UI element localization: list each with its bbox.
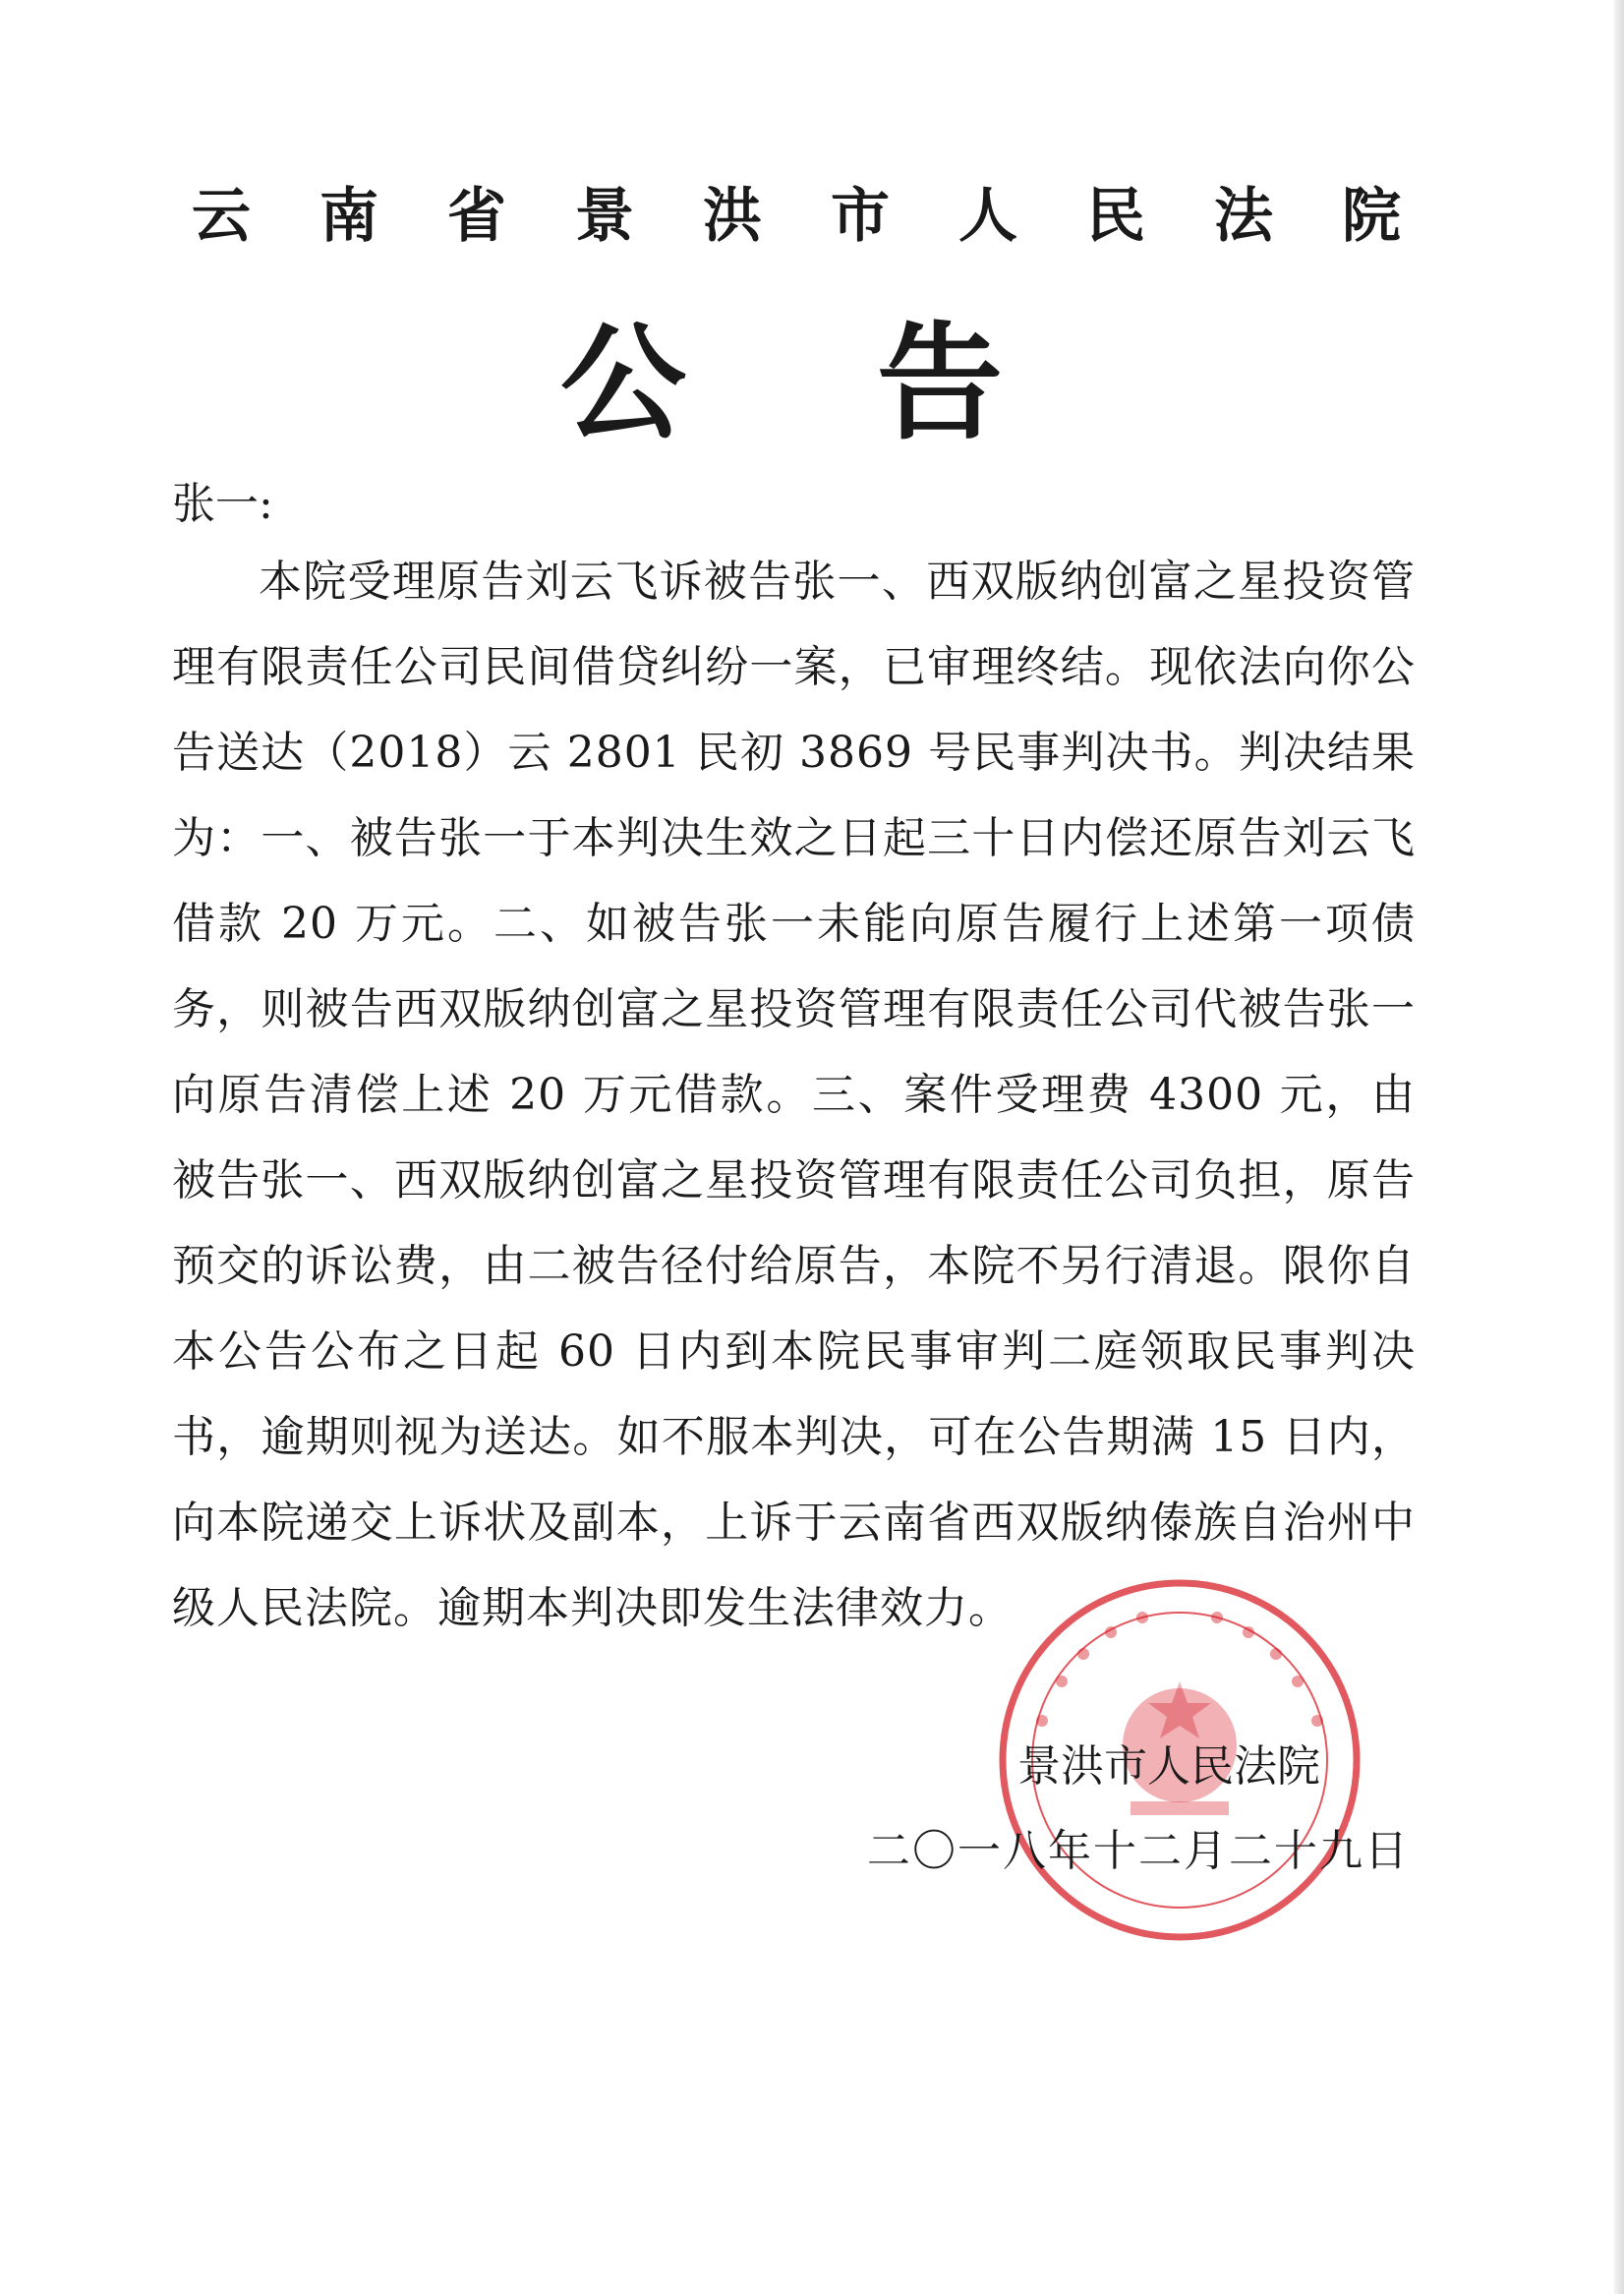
court-name-char: 省 <box>447 182 506 251</box>
salutation: 张一: <box>172 479 273 529</box>
court-name-char: 云 <box>192 182 251 251</box>
court-name-char: 人 <box>958 182 1017 251</box>
notice-body: 本院受理原告刘云飞诉被告张一、西双版纳创富之星投资管理有限责任公司民间借贷纠纷一案，已审理终结。现依法向你公告送达（2018）云 2801 民初 3869 号民事判决书。判决结果为：一、被告张一于本判决生效之日起三十日内偿还原告刘云飞借款 20 万元。二、如被告张一未能向原告履行上述第一项债务，则被告西双版纳创富之星投资管理有限责任公司代被告张一向原告清偿上述 20 万元借款。三、案件受理费 4300 元，由被告张一、西双版纳创富之星投资管理有限责任公司负担，原告预交的诉讼费，由二被告径付给原告，本院不另行清退。限你自本公告公布之日起 60 日内到本院民事审判二庭领取民事判决书，逾期则视为送达。如不服本判决，可在公告期满 15 日内，向本院递交上诉状及副本，上诉于云南省西双版纳傣族自治州中级人民法院。逾期本判决即发生法律效力。 <box>172 557 1416 1633</box>
court-name-char: 洪 <box>703 182 762 251</box>
court-name-heading <box>192 172 1401 261</box>
signature-court: 景洪市人民法院 <box>1017 1741 1320 1792</box>
notice-title <box>560 310 1003 457</box>
court-name-char: 院 <box>1342 182 1401 251</box>
court-name-char: 民 <box>1086 182 1145 251</box>
seal-emblem-base <box>1131 1801 1229 1815</box>
court-name-char: 法 <box>1214 182 1273 251</box>
court-name-char: 市 <box>831 182 890 251</box>
notice-title-char: 公 <box>560 310 687 457</box>
court-name-char: 景 <box>575 182 634 251</box>
signature-date: 二〇一八年十二月二十九日 <box>867 1826 1410 1876</box>
notice-title-char: 告 <box>876 310 1003 457</box>
court-name-char: 南 <box>319 182 378 251</box>
scan-edge <box>1614 0 1624 2294</box>
